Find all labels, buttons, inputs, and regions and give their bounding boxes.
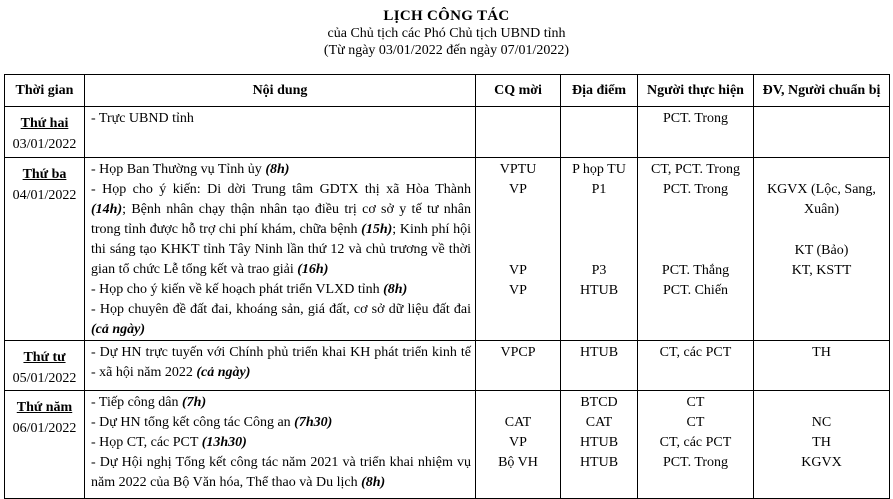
content-cell xyxy=(85,158,476,341)
document-subtitle: của Chủ tịch các Phó Chủ tịch UBND tỉnh xyxy=(327,26,566,41)
performer-cell: CT CT CT, các PCT PCT. Trong xyxy=(638,391,754,499)
content-cell xyxy=(85,107,476,158)
table-row xyxy=(5,158,890,341)
day-cell xyxy=(5,341,85,391)
preparer-cell xyxy=(754,107,890,158)
content-cell xyxy=(85,391,476,499)
day-date: 04/01/2022 xyxy=(12,188,77,203)
location-cell: P họp TU P1 P3 HTUB xyxy=(561,158,638,341)
agenda-item: - Dự HN trực tuyến với Chính phủ triển khai KH phát triển kinh tế - xã hội năm 2022 (cả ngày) xyxy=(91,345,471,380)
inviter-cell: VPTU VP VP VP xyxy=(476,158,561,341)
col-header-time: Thời gian xyxy=(5,75,85,107)
day-cell xyxy=(5,158,85,341)
day-name: Thứ tư xyxy=(23,350,66,365)
inviter-cell: CAT VP Bộ VH xyxy=(476,391,561,499)
day-date: 03/01/2022 xyxy=(12,137,77,152)
agenda-item: - Trực UBND tỉnh xyxy=(91,111,194,126)
col-header-inviter: CQ mời xyxy=(476,75,561,107)
agenda-item: - Dự HN tổng kết công tác Công an (7h30) xyxy=(91,415,333,430)
day-date: 05/01/2022 xyxy=(12,371,77,386)
document-title: LỊCH CÔNG TÁC xyxy=(383,8,510,24)
inviter-cell: VPCP xyxy=(476,341,561,391)
table-header-row xyxy=(5,75,890,107)
day-date: 06/01/2022 xyxy=(12,421,77,436)
col-header-content: Nội dung xyxy=(85,75,476,107)
inviter-cell xyxy=(476,107,561,158)
agenda-item: - Họp Ban Thường vụ Tỉnh ủy (8h) xyxy=(91,162,290,177)
performer-cell: CT, PCT. Trong PCT. Trong PCT. Thắng PCT. Chiến xyxy=(638,158,754,341)
location-cell: BTCD CAT HTUB HTUB xyxy=(561,391,638,499)
day-cell xyxy=(5,107,85,158)
day-cell xyxy=(5,391,85,499)
preparer-cell: TH xyxy=(754,341,890,391)
day-name: Thứ hai xyxy=(20,116,69,131)
date-range: (Từ ngày 03/01/2022 đến ngày 07/01/2022) xyxy=(323,43,570,58)
preparer-cell: NC TH KGVX xyxy=(754,391,890,499)
agenda-item: - Họp CT, các PCT (13h30) xyxy=(91,435,247,450)
table-row xyxy=(5,341,890,391)
location-cell xyxy=(561,107,638,158)
agenda-item: - Họp cho ý kiến: Di dời Trung tâm GDTX thị xã Hòa Thành (14h); Bệnh nhân chạy thận nhân tạo điều trị cơ sở y tế tư nhân trong tỉnh được hỗ trợ chi phí khám, chữa bệnh (15h); Kinh phí hội thi sáng tạo KHKT tỉnh Tây Ninh lần thứ 12 và chủ trương về thời gian tổ chức Lễ tổng kết và trao giải (16h) xyxy=(91,182,471,277)
col-header-location: Địa điểm xyxy=(561,75,638,107)
agenda-item: - Tiếp công dân (7h) xyxy=(91,395,207,410)
performer-cell: PCT. Trong xyxy=(638,107,754,158)
col-header-performer: Người thực hiện xyxy=(638,75,754,107)
content-cell xyxy=(85,341,476,391)
table-row xyxy=(5,391,890,499)
performer-cell: CT, các PCT xyxy=(638,341,754,391)
table-row xyxy=(5,107,890,158)
agenda-item: - Họp cho ý kiến về kế hoạch phát triển VLXD tỉnh (8h) xyxy=(91,282,408,297)
day-name: Thứ năm xyxy=(16,400,73,415)
day-name: Thứ ba xyxy=(22,167,67,182)
col-header-preparer: ĐV, Người chuẩn bị xyxy=(754,75,890,107)
agenda-item: - Họp chuyên đề đất đai, khoáng sản, giá đất, cơ sở dữ liệu đất đai (cả ngày) xyxy=(91,302,471,337)
document-header xyxy=(0,0,893,59)
schedule-table xyxy=(4,74,890,499)
agenda-item: - Dự Hội nghị Tổng kết công tác năm 2021 và triển khai nhiệm vụ năm 2022 của Bộ Văn hóa, Thể thao và Du lịch (8h) xyxy=(91,455,471,490)
preparer-cell: KGVX (Lộc, Sang, Xuân) KT (Bảo) KT, KSTT xyxy=(754,158,890,341)
location-cell: HTUB xyxy=(561,341,638,391)
